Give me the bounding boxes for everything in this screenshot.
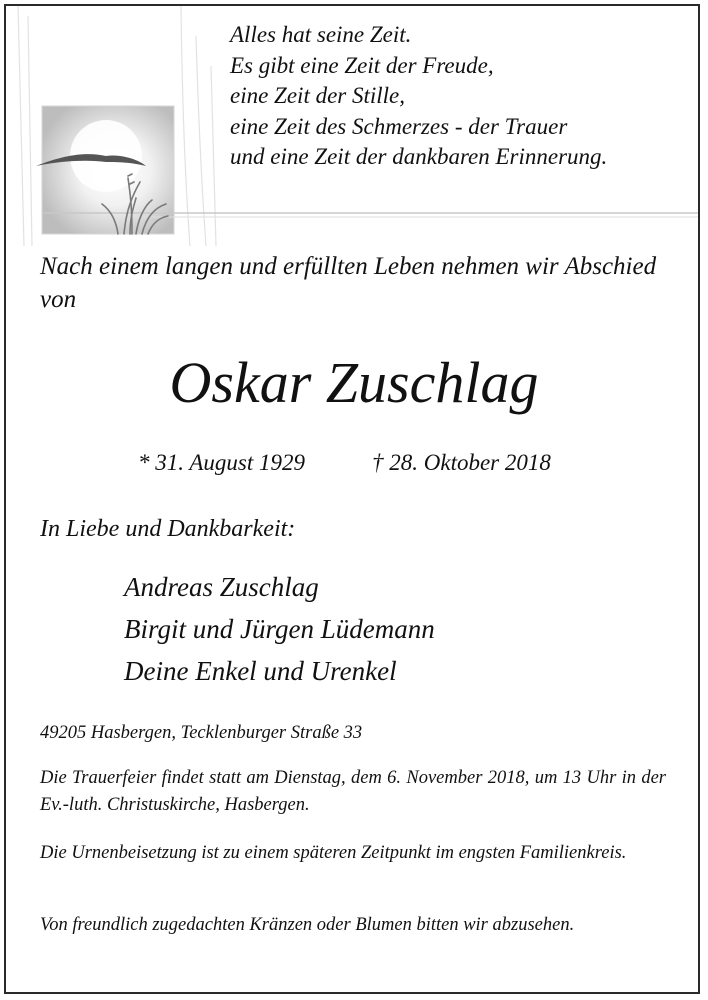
death-date: † 28. Oktober 2018 <box>372 450 551 475</box>
funeral-notice: Die Trauerfeier findet statt am Dienstag, dem 6. November 2018, um 13 Uhr in der Ev.-luth. Christuskirche, Hasbergen. <box>40 768 666 815</box>
mourners-list <box>124 566 435 692</box>
intro-text: Nach einem langen und erfüllten Leben nehmen wir Abschied von <box>40 253 657 313</box>
poem-line: Alles hat seine Zeit. <box>230 22 412 47</box>
poem-line: Es gibt eine Zeit der Freude, <box>230 52 494 78</box>
obituary-frame <box>4 4 700 994</box>
flowers-notice: Von freundlich zugedachten Kränzen oder Blumen bitten wir abzusehen. <box>40 915 575 935</box>
birth-date: * 31. August 1929 <box>138 450 305 475</box>
mourner: Birgit und Jürgen Lüdemann <box>124 614 435 644</box>
life-dates <box>138 448 551 478</box>
poem <box>230 20 607 173</box>
poem-line: eine Zeit des Schmerzes - der Trauer <box>230 113 568 139</box>
urn-notice: Die Urnenbeisetzung ist zu einem späteren Zeitpunkt im engsten Familienkreis. <box>40 843 627 863</box>
greeting: In Liebe und Dankbarkeit: <box>40 516 296 542</box>
mourner: Deine Enkel und Urenkel <box>124 656 397 686</box>
deceased-name: Oskar Zuschlag <box>169 350 539 415</box>
address: 49205 Hasbergen, Tecklenburger Straße 33 <box>40 723 363 743</box>
poem-line: eine Zeit der Stille, <box>230 83 406 108</box>
poem-line: und eine Zeit der dankbaren Erinnerung. <box>230 144 608 169</box>
mourner: Andreas Zuschlag <box>124 572 319 602</box>
